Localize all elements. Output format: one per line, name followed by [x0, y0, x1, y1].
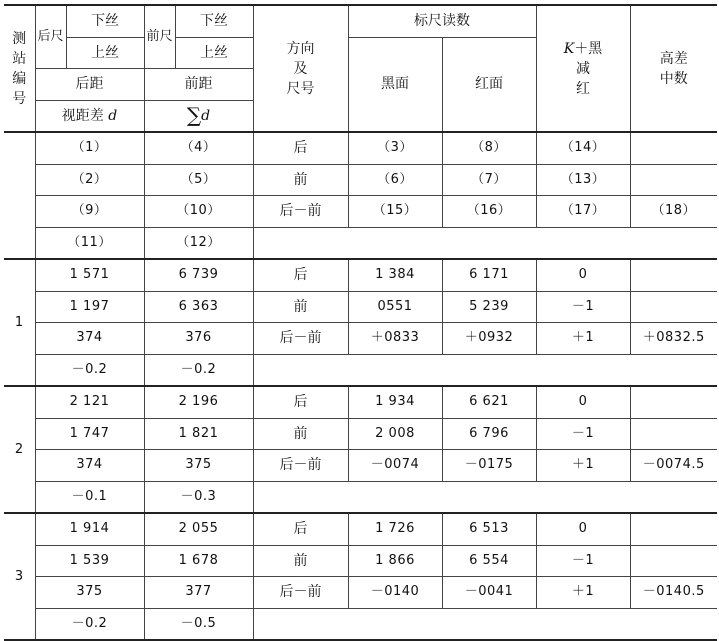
front-value: 6 363	[144, 291, 253, 323]
height-diff	[630, 259, 717, 291]
front-value: 1 821	[144, 418, 253, 450]
sight-diff-value: －0.2	[35, 354, 144, 386]
sight-diff-value: （11）	[35, 227, 144, 259]
back-staff-header: 后尺	[35, 5, 66, 69]
height-diff	[630, 418, 717, 450]
front-value: （4）	[144, 132, 253, 164]
legend-row	[4, 227, 717, 259]
station-number	[4, 132, 35, 259]
k-check: －1	[536, 418, 630, 450]
red-reading: 6 621	[442, 386, 536, 418]
k-check: －1	[536, 291, 630, 323]
direction: 后	[253, 132, 348, 164]
black-reading: －0074	[348, 450, 442, 482]
red-reading: －0041	[442, 577, 536, 609]
black-reading: －0140	[348, 577, 442, 609]
station-2-row	[4, 386, 717, 418]
legend-row	[4, 132, 717, 164]
sight-diff-header: 视距差 d	[35, 100, 144, 132]
back-value: （1）	[35, 132, 144, 164]
black-reading: 1 934	[348, 386, 442, 418]
red-reading: 5 239	[442, 291, 536, 323]
cumulative-diff-value: －0.5	[144, 608, 253, 640]
legend-row	[4, 196, 717, 228]
direction: 前	[253, 418, 348, 450]
front-staff-header: 前尺	[144, 5, 175, 69]
direction: 后	[253, 513, 348, 545]
empty-cell	[253, 227, 717, 259]
red-reading: 6 554	[442, 545, 536, 577]
red-reading: （7）	[442, 164, 536, 196]
back-value: 1 747	[35, 418, 144, 450]
back-value: 374	[35, 450, 144, 482]
empty-cell	[253, 354, 717, 386]
red-face-header: 红面	[442, 37, 536, 132]
back-value: 1 539	[35, 545, 144, 577]
direction-header: 方向 及 尺号	[253, 5, 348, 132]
front-value: 1 678	[144, 545, 253, 577]
station-2-row	[4, 450, 717, 482]
height-diff	[630, 291, 717, 323]
k-check: ＋1	[536, 450, 630, 482]
black-reading: 2 008	[348, 418, 442, 450]
station-number: 1	[4, 259, 35, 386]
black-reading: 1 384	[348, 259, 442, 291]
back-value: 2 121	[35, 386, 144, 418]
red-reading: （16）	[442, 196, 536, 228]
height-diff: －0074.5	[630, 450, 717, 482]
direction: 后－前	[253, 450, 348, 482]
back-value: 1 914	[35, 513, 144, 545]
front-value: （10）	[144, 196, 253, 228]
station-1-row	[4, 291, 717, 323]
back-value: （9）	[35, 196, 144, 228]
empty-cell	[253, 481, 717, 513]
station-1-row	[4, 354, 717, 386]
red-reading: ＋0932	[442, 323, 536, 355]
station-3-row	[4, 545, 717, 577]
black-reading: （15）	[348, 196, 442, 228]
station-3-row	[4, 513, 717, 545]
front-value: （5）	[144, 164, 253, 196]
k-check: 0	[536, 386, 630, 418]
height-diff	[630, 513, 717, 545]
front-value: 2 196	[144, 386, 253, 418]
cumulative-diff-value: －0.2	[144, 354, 253, 386]
k-check: ＋1	[536, 577, 630, 609]
station-2-row	[4, 481, 717, 513]
station-1-row	[4, 323, 717, 355]
direction: 前	[253, 291, 348, 323]
red-reading: （8）	[442, 132, 536, 164]
black-reading: （6）	[348, 164, 442, 196]
k-check-plus-black: ＋黑	[574, 40, 603, 57]
black-reading: ＋0833	[348, 323, 442, 355]
back-value: 375	[35, 577, 144, 609]
front-distance-header: 前距	[144, 69, 253, 101]
back-value: 374	[35, 323, 144, 355]
back-value: 1 571	[35, 259, 144, 291]
height-diff	[630, 386, 717, 418]
sight-diff-value: －0.2	[35, 608, 144, 640]
k-check: －1	[536, 545, 630, 577]
k-check: ＋1	[536, 323, 630, 355]
direction: 后－前	[253, 577, 348, 609]
black-face-header: 黑面	[348, 37, 442, 132]
cumulative-diff-value: －0.3	[144, 481, 253, 513]
station-number: 3	[4, 513, 35, 640]
back-distance-header: 后距	[35, 69, 144, 101]
front-upper-wire-header: 上丝	[175, 37, 253, 69]
front-value: 375	[144, 450, 253, 482]
black-reading: 0551	[348, 291, 442, 323]
height-diff	[630, 132, 717, 164]
empty-cell	[253, 608, 717, 640]
front-lower-wire-header: 下丝	[175, 5, 253, 37]
station-3-row	[4, 577, 717, 609]
station-1-row	[4, 259, 717, 291]
station-header: 测 站 编 号	[4, 5, 35, 132]
back-value: （2）	[35, 164, 144, 196]
k-check: 0	[536, 259, 630, 291]
sight-diff-value: －0.1	[35, 481, 144, 513]
black-reading: （3）	[348, 132, 442, 164]
front-value: 2 055	[144, 513, 253, 545]
front-value: 377	[144, 577, 253, 609]
direction: 后	[253, 386, 348, 418]
station-3-row	[4, 608, 717, 640]
height-diff	[630, 164, 717, 196]
red-reading: －0175	[442, 450, 536, 482]
direction: 前	[253, 164, 348, 196]
front-value: 6 739	[144, 259, 253, 291]
red-reading: 6 171	[442, 259, 536, 291]
back-upper-wire-header: 上丝	[66, 37, 144, 69]
legend-row	[4, 164, 717, 196]
direction: 后－前	[253, 323, 348, 355]
k-check: 0	[536, 513, 630, 545]
k-check: （14）	[536, 132, 630, 164]
cumulative-diff-value: （12）	[144, 227, 253, 259]
k-check: （17）	[536, 196, 630, 228]
height-diff	[630, 545, 717, 577]
red-reading: 6 796	[442, 418, 536, 450]
front-value: 376	[144, 323, 253, 355]
station-2-row	[4, 418, 717, 450]
black-reading: 1 726	[348, 513, 442, 545]
height-diff: －0140.5	[630, 577, 717, 609]
height-diff: （18）	[630, 196, 717, 228]
leveling-table	[4, 4, 717, 641]
sum-d-header: ∑d	[144, 100, 253, 132]
direction: 后－前	[253, 196, 348, 228]
back-lower-wire-header: 下丝	[66, 5, 144, 37]
direction: 后	[253, 259, 348, 291]
black-reading: 1 866	[348, 545, 442, 577]
station-number: 2	[4, 386, 35, 513]
back-value: 1 197	[35, 291, 144, 323]
k-check: （13）	[536, 164, 630, 196]
staff-reading-header: 标尺读数	[348, 5, 536, 37]
height-diff: ＋0832.5	[630, 323, 717, 355]
k-check-header: K＋黑 减 红	[536, 5, 630, 132]
red-reading: 6 513	[442, 513, 536, 545]
direction: 前	[253, 545, 348, 577]
height-diff-header: 高差 中数	[630, 5, 717, 132]
